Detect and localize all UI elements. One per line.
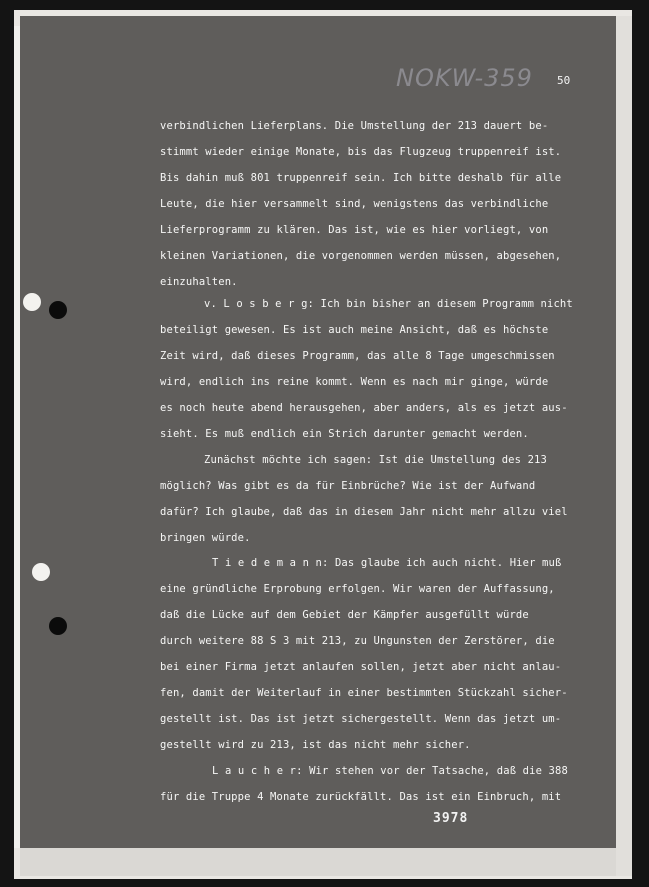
text-line: bringen würde. xyxy=(160,532,251,544)
text-line: durch weitere 88 S 3 mit 213, zu Ungunsten der Zerstörer, die xyxy=(160,635,555,647)
punch-hole-left-bottom xyxy=(32,563,50,581)
page-number: 50 xyxy=(557,74,571,87)
text-line: wird, endlich ins reine kommt. Wenn es nach mir ginge, würde xyxy=(160,376,549,388)
text-line: eine gründliche Erprobung erfolgen. Wir waren der Auffassung, xyxy=(160,583,555,595)
text-line: einzuhalten. xyxy=(160,276,238,288)
archive-number: 3978 xyxy=(433,811,469,826)
text-line: möglich? Was gibt es da für Einbrüche? Wie ist der Aufwand xyxy=(160,480,536,492)
punch-hole-bottom xyxy=(49,617,67,635)
text-line: kleinen Variationen, die vorgenommen werden müssen, abgesehen, xyxy=(160,250,562,262)
text-line: v. L o s b e r g: Ich bin bisher an diesem Programm nicht xyxy=(204,298,573,310)
text-line: Zeit wird, daß dieses Programm, das alle 8 Tage umgeschmissen xyxy=(160,350,555,362)
text-line: L a u c h e r: Wir stehen vor der Tatsache, daß die 388 xyxy=(212,765,568,777)
text-line: Zunächst möchte ich sagen: Ist die Umstellung des 213 xyxy=(204,454,547,466)
text-line: beteiligt gewesen. Es ist auch meine Ansicht, daß es höchste xyxy=(160,324,549,336)
bottom-paper-margin xyxy=(20,848,616,876)
text-line: T i e d e m a n n: Das glaube ich auch nicht. Hier muß xyxy=(212,557,562,569)
text-line: fen, damit der Weiterlauf in einer bestimmten Stückzahl sicher- xyxy=(160,687,568,699)
text-line: stimmt wieder einige Monate, bis das Flugzeug truppenreif ist. xyxy=(160,146,562,158)
right-paper-margin xyxy=(616,16,632,876)
text-line: es noch heute abend herausgehen, aber anders, als es jetzt aus- xyxy=(160,402,568,414)
text-line: verbindlichen Lieferplans. Die Umstellung der 213 dauert be- xyxy=(160,120,549,132)
punch-hole-top xyxy=(49,301,67,319)
text-line: Bis dahin muß 801 truppenreif sein. Ich bitte deshalb für alle xyxy=(160,172,562,184)
text-line: gestellt ist. Das ist jetzt sichergestellt. Wenn das jetzt um- xyxy=(160,713,562,725)
text-line: sieht. Es muß endlich ein Strich darunter gemacht werden. xyxy=(160,428,529,440)
document-number: NOKW-359 xyxy=(396,64,533,92)
text-line: Leute, die hier versammelt sind, wenigstens das verbindliche xyxy=(160,198,549,210)
text-line: für die Truppe 4 Monate zurückfällt. Das ist ein Einbruch, mit xyxy=(160,791,562,803)
text-line: gestellt wird zu 213, ist das nicht mehr sicher. xyxy=(160,739,471,751)
text-line: bei einer Firma jetzt anlaufen sollen, jetzt aber nicht anlau- xyxy=(160,661,562,673)
punch-hole-left-top xyxy=(23,293,41,311)
text-line: dafür? Ich glaube, daß das in diesem Jahr nicht mehr allzu viel xyxy=(160,506,568,518)
text-line: daß die Lücke auf dem Gebiet der Kämpfer ausgefüllt würde xyxy=(160,609,529,621)
text-line: Lieferprogramm zu klären. Das ist, wie es hier vorliegt, von xyxy=(160,224,549,236)
